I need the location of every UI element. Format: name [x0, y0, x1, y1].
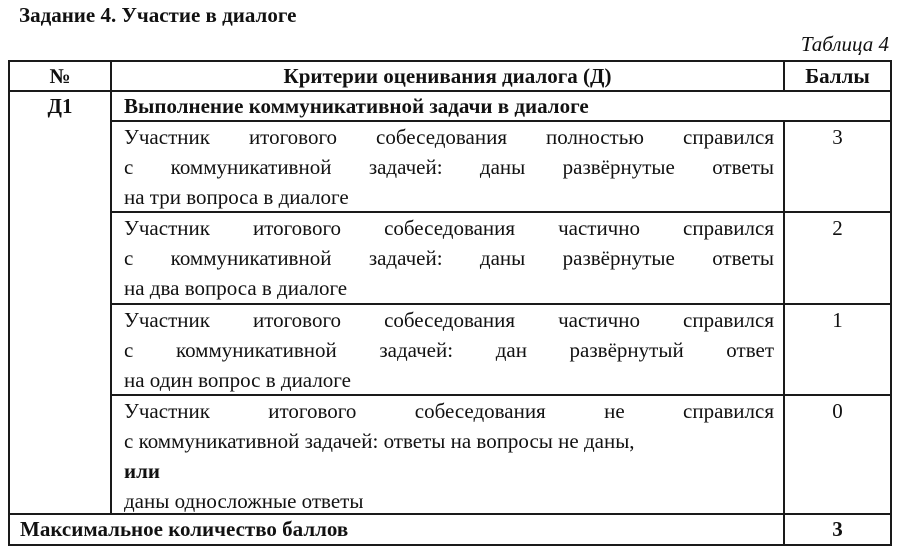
description-line: с коммуникативной задачей: дан развёрнутый ответ: [124, 338, 774, 362]
table-border-bottom: [8, 544, 892, 546]
description-line: на два вопроса в диалоге: [124, 276, 348, 300]
description-line: с коммуникативной задачей: даны развёрнутые ответы: [124, 246, 774, 270]
table-row-description: [124, 213, 774, 303]
table-row-points: 2: [832, 216, 843, 240]
description-line: на один вопрос в диалоге: [124, 368, 351, 392]
header-points: Баллы: [805, 64, 870, 88]
criterion-title: Выполнение коммуникативной задачи в диалоге: [124, 94, 589, 118]
description-line: Участник итогового собеседования не справился: [124, 399, 774, 423]
description-line: на три вопроса в диалоге: [124, 185, 349, 209]
description-line: Участник итогового собеседования полностью справился: [124, 125, 774, 149]
description-or-keyword: или: [124, 459, 160, 483]
description-line: с коммуникативной задачей: ответы на вопросы не даны,: [124, 429, 635, 453]
header-number: №: [49, 64, 71, 88]
description-line: Участник итогового собеседования частично справился: [124, 308, 774, 332]
table-row-points: 3: [832, 125, 843, 149]
description-line: даны односложные ответы: [124, 489, 364, 513]
table-row-description: [124, 122, 774, 212]
total-points: 3: [832, 517, 843, 541]
description-line: с коммуникативной задачей: даны развёрнутые ответы: [124, 155, 774, 179]
table-caption: Таблица 4: [800, 32, 889, 56]
total-label: Максимальное количество баллов: [20, 517, 349, 541]
header-criteria: Критерии оценивания диалога (Д): [283, 64, 612, 88]
description-line: Участник итогового собеседования частично справился: [124, 216, 774, 240]
table-row-points: 0: [832, 399, 843, 423]
table-row-description: [124, 396, 774, 516]
table-row-description: [124, 305, 774, 395]
criterion-id: Д1: [47, 94, 73, 118]
document-title: Задание 4. Участие в диалоге: [19, 3, 297, 27]
number-column-divider: [110, 60, 112, 515]
table-border-left: [8, 60, 10, 546]
table-row-points: 1: [832, 308, 843, 332]
